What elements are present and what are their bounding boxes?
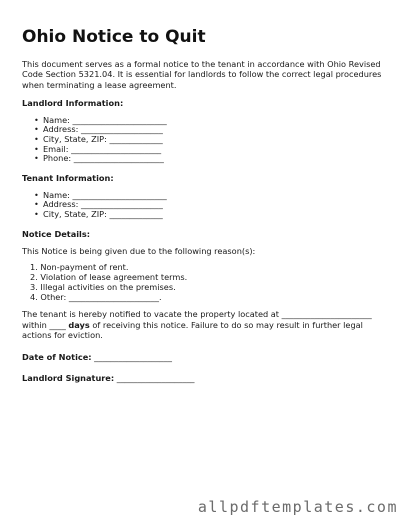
reason-item: 1. Non-payment of rent. [30,262,129,273]
reason-item: 4. Other: ______________________. [30,291,162,302]
notice-details-heading: Notice Details: [22,228,91,239]
document-page [22,26,390,383]
tenant-name-field: • Name: _______________________ [34,191,390,201]
date-of-notice-label: Date of Notice: [22,351,92,362]
reason-item: 3. Illegal activities on the premises. [30,281,176,292]
intro-paragraph: This document serves as a formal notice to the tenant in accordance with Ohio Revised Code Section 5321.04. It is essential for landlords to follow the correct legal procedures when terminating a lease agreement. [22,59,382,90]
landlord-city-field: • City, State, ZIP: _____________ [34,135,390,145]
page-title: Ohio Notice to Quit [22,27,206,47]
landlord-email-field: • Email: ______________________ [34,145,390,155]
signature-blank: ___________________ [114,372,195,383]
vacate-paragraph [22,309,390,340]
date-of-notice-blank: ___________________ [91,351,172,362]
tenant-heading: Tenant Information: [22,173,114,184]
signature-label: Landlord Signature: [22,372,115,383]
tenant-address-field: • Address: ____________________ [34,200,390,210]
landlord-heading: Landlord Information: [22,98,124,109]
landlord-address-field: • Address: ____________________ [34,125,390,135]
reason-item: 2. Violation of lease agreement terms. [30,272,188,283]
vacate-text-start: The tenant is hereby notified to vacate the property located at ______________________ within ____ [22,309,372,330]
site-watermark: allpdftemplates.com [197,498,398,516]
tenant-fields [22,191,390,220]
vacate-days-word: days [68,319,90,330]
landlord-name-field: • Name: _______________________ [34,116,390,126]
vacate-text-end: of receiving this notice. Failure to do so may result in further legal actions for eviction. [22,319,363,341]
landlord-fields [22,116,390,165]
signature-line [22,373,390,383]
tenant-city-field: • City, State, ZIP: _____________ [34,210,390,220]
notice-details-lead: This Notice is being given due to the following reason(s): [22,246,256,257]
date-of-notice-line [22,352,390,362]
reasons-list [22,263,390,302]
landlord-phone-field: • Phone: ______________________ [34,154,390,164]
